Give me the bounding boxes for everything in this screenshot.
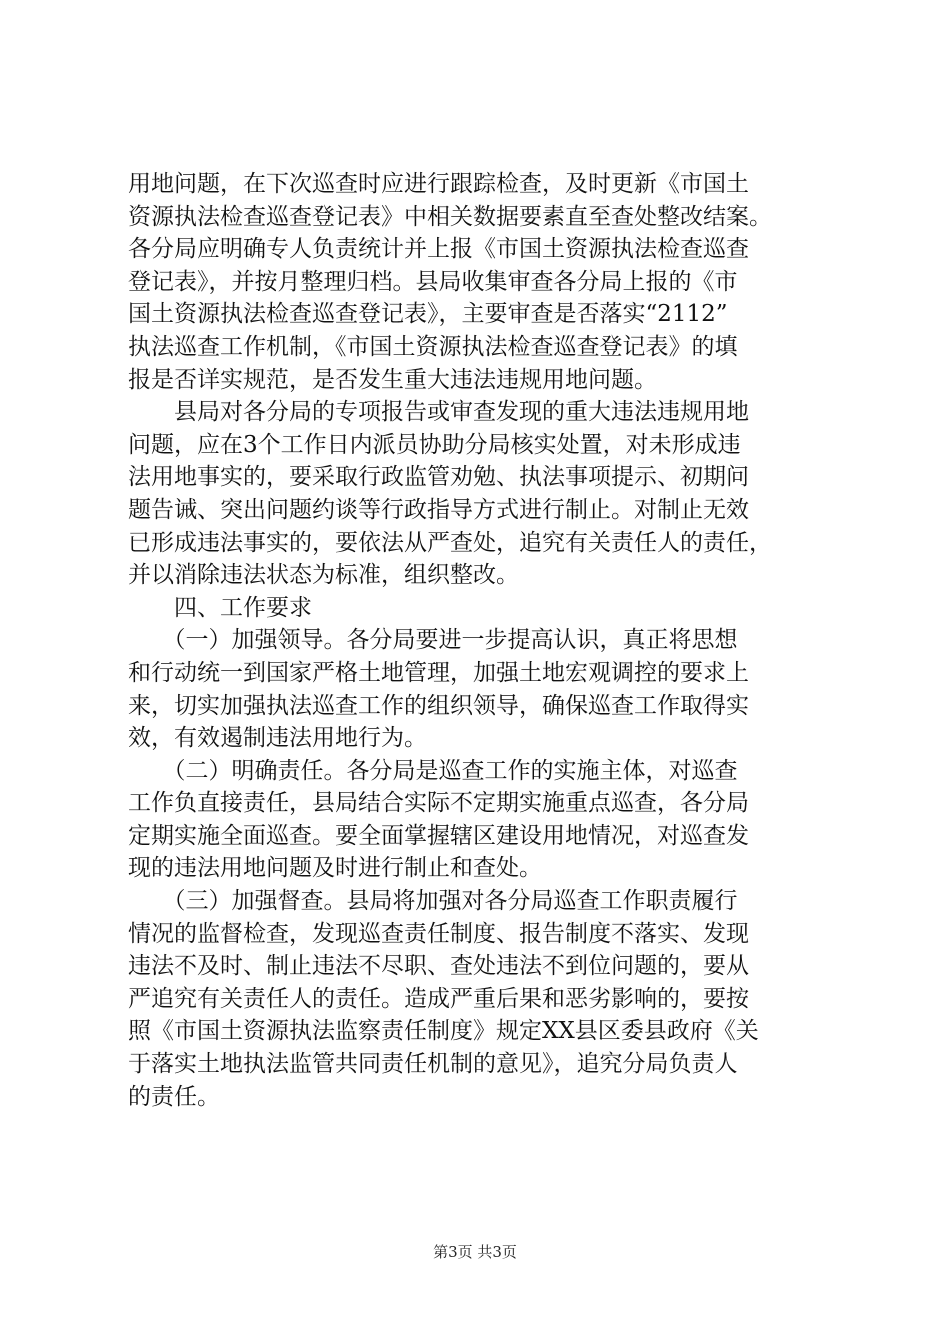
text-line: 资源执法检查巡查登记表》中相关数据要素直至查处整改结案。 — [128, 203, 772, 230]
text-line: 各分局应明确专人负责统计并上报《市国土资源执法检查巡查 — [128, 236, 749, 263]
document-body — [128, 168, 834, 1113]
text-line: （三）加强督查。县局将加强对各分局巡查工作职责履行 — [128, 888, 738, 915]
text-line: 用地问题，在下次巡查时应进行跟踪检查，及时更新《市国土 — [128, 171, 749, 197]
text-line: 定期实施全面巡查。要全面掌握辖区建设用地情况，对巡查发 — [128, 822, 749, 849]
text-line: 县局对各分局的专项报告或审查发现的重大违法违规用地 — [128, 399, 749, 426]
text-line: 已形成违法事实的，要依法从严查处，追究有关责任人的责任， — [128, 529, 772, 556]
text-line: 来，切实加强执法巡查工作的组织领导，确保巡查工作取得实 — [128, 692, 749, 719]
text-line: 和行动统一到国家严格土地管理，加强土地宏观调控的要求上 — [128, 659, 749, 686]
text-line: 现的违法用地问题及时进行制止和查处。 — [128, 855, 542, 882]
text-line: 报是否详实规范，是否发生重大违法违规用地问题。 — [128, 366, 657, 393]
text-line: 于落实土地执法监管共同责任机制的意见》，追究分局负责人 — [128, 1051, 738, 1078]
text-line: 问题，应在3个工作日内派员协助分局核实处置，对未形成违 — [128, 431, 741, 458]
text-line: 的责任。 — [128, 1083, 220, 1110]
text-line: （一）加强领导。各分局要进一步提高认识，真正将思想 — [128, 627, 738, 654]
text-line: 情况的监督检查，发现巡查责任制度、报告制度不落实、发现 — [128, 920, 749, 947]
text-line: 国土资源执法检查巡查登记表》，主要审查是否落实“2112” — [128, 301, 728, 328]
text-line: （二）明确责任。各分局是巡查工作的实施主体，对巡查 — [128, 757, 738, 784]
text-line: 法用地事实的，要采取行政监管劝勉、执法事项提示、初期问 — [128, 464, 749, 491]
text-line: 违法不及时、制止违法不尽职、查处违法不到位问题的，要从 — [128, 953, 749, 980]
section-heading: 四、工作要求 — [128, 594, 312, 621]
text-line: 并以消除违法状态为标准，组织整改。 — [128, 562, 519, 589]
text-line: 严追究有关责任人的责任。造成严重后果和恶劣影响的，要按 — [128, 985, 749, 1012]
text-line: 工作负直接责任，县局结合实际不定期实施重点巡查，各分局 — [128, 790, 749, 817]
page-footer — [0, 1242, 950, 1262]
page-number: 第3页 共3页 — [433, 1243, 517, 1261]
text-line: 题告诫、突出问题约谈等行政指导方式进行制止。对制止无效 — [128, 496, 749, 523]
text-line: 登记表》，并按月整理归档。县局收集审查各分局上报的《市 — [128, 268, 738, 295]
text-line: 效，有效遏制违法用地行为。 — [128, 725, 427, 752]
text-line: 执法巡查工作机制，《市国土资源执法检查巡查登记表》的填 — [128, 333, 738, 360]
text-line: 照《市国土资源执法监察责任制度》规定XX县区委县政府《关 — [128, 1018, 759, 1045]
